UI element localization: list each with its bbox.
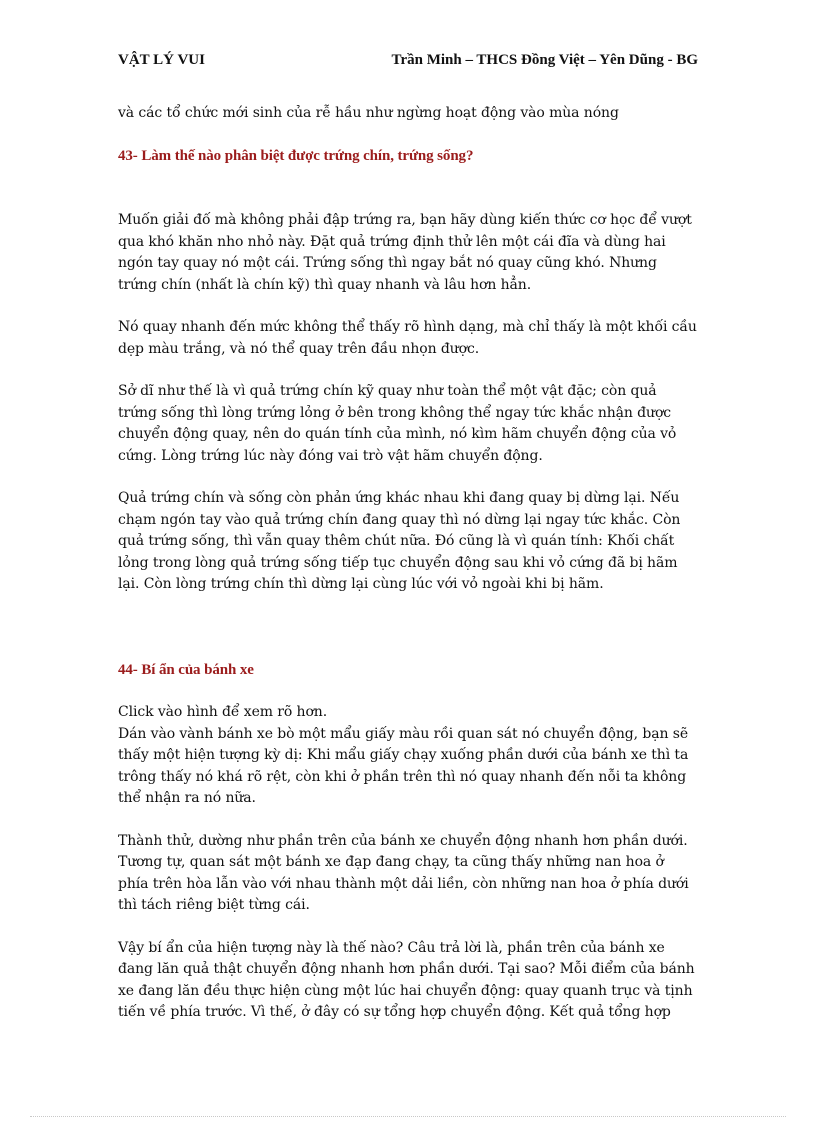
section-44-paragraph-1: Dán vào vành bánh xe bò một mẩu giấy màu rồi quan sát nó chuyển động, bạn sẽ thấy một hiện tượng kỳ dị: Khi mẩu giấy chạy xuống phần dưới của bánh xe thì ta trông thấy nó khá rõ rệt, còn khi ở phần trên thì nó quay nhanh đến nỗi ta không thể nhận ra nó nữa.	[118, 725, 689, 806]
section-43-paragraph-2: Nó quay nhanh đến mức không thể thấy rõ hình dạng, mà chỉ thấy là một khối cầu dẹp màu trắng, và nó thể quay trên đầu nhọn được.	[118, 319, 697, 357]
section-44-paragraph-3: Vậy bí ẩn của hiện tượng này là thế nào? Câu trả lời là, phần trên của bánh xe đang lăn quả thật chuyển động nhanh hơn phần dưới. Tại sao? Mỗi điểm của bánh xe đang lăn đều thực hiện cùng một lúc hai chuyển động: quay quanh trục và tịnh tiến về phía trước. Vì thế, ở đây có sự tổng hợp chuyển động. Kết quả tổng hợp	[118, 939, 695, 1020]
section-43-title: 43- Làm thế nào phân biệt được trứng chín, trứng sống?	[118, 147, 474, 164]
section-44-paragraph-2: Thành thử, dường như phần trên của bánh xe chuyển động nhanh hơn phần dưới. Tương tự, quan sát một bánh xe đạp đang chạy, ta cũng thấy những nan hoa ở phía trên hòa lẫn vào với nhau thành một dải liền, còn những nan hoa ở phía dưới thì tách riêng biệt từng cái.	[118, 832, 689, 913]
page-bottom-divider	[30, 1116, 786, 1117]
page-header	[118, 52, 698, 69]
click-to-enlarge-note: Click vào hình để xem rõ hơn.	[118, 704, 328, 720]
document-body	[118, 103, 698, 1024]
intro-line: và các tổ chức mới sinh của rễ hầu như ngừng hoạt động vào mùa nóng	[118, 105, 619, 121]
header-title: VẬT LÝ VUI	[118, 52, 205, 68]
header-author: Trần Minh – THCS Đồng Việt – Yên Dũng - BG	[391, 52, 698, 68]
section-43-paragraph-3: Sở dĩ như thế là vì quả trứng chín kỹ quay như toàn thể một vật đặc; còn quả trứng sống thì lòng trứng lỏng ở bên trong không thể ngay tức khắc nhận được chuyển động quay, nên do quán tính của mình, nó kìm hãm chuyển động của vỏ cứng. Lòng trứng lúc này đóng vai trò vật hãm chuyển động.	[118, 383, 677, 464]
section-43-paragraph-1: Muốn giải đố mà không phải đập trứng ra, bạn hãy dùng kiến thức cơ học để vượt qua khó khăn nho nhỏ này. Đặt quả trứng định thử lên một cái đĩa và dùng hai ngón tay quay nó một cái. Trứng sống thì ngay bắt nó quay cũng khó. Nhưng trứng chín (nhất là chín kỹ) thì quay nhanh và lâu hơn hẳn.	[118, 212, 692, 293]
section-43-paragraph-4: Quả trứng chín và sống còn phản ứng khác nhau khi đang quay bị dừng lại. Nếu chạm ngón tay vào quả trứng chín đang quay thì nó dừng lại ngay tức khắc. Còn quả trứng sống, thì vẫn quay thêm chút nữa. Đó cũng là vì quán tính: Khối chất lỏng trong lòng quả trứng sống tiếp tục chuyển động sau khi vỏ cứng đã bị hãm lại. Còn lòng trứng chín thì dừng lại cùng lúc với vỏ ngoài khi bị hãm.	[118, 490, 681, 592]
section-44-title: 44- Bí ẩn của bánh xe	[118, 661, 254, 678]
